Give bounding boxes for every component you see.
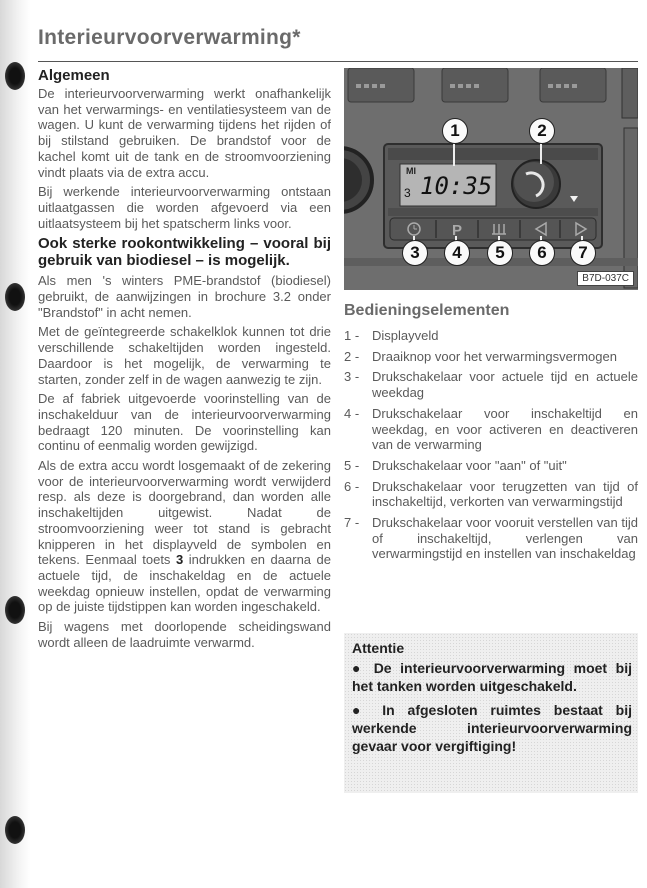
binding-hole: [5, 816, 25, 844]
p-icon: P: [452, 222, 463, 239]
page-title: Interieurvoorverwarming*: [38, 26, 301, 49]
section-heading-bedieningselementen: Bedieningselementen: [344, 302, 510, 319]
list-number: 4 -: [344, 405, 360, 421]
list-text: Drukschakelaar voor actuele tijd en actuele weekdag: [372, 369, 638, 401]
heater-control-figure: [344, 68, 638, 290]
list-text: Draaiknop voor het verwarmingsvermogen: [372, 348, 617, 364]
list-text: Drukschakelaar voor inschakeltijd en weekdag, en voor activeren en deactiveren van de verwarming: [372, 405, 638, 453]
callout-5: 5: [487, 240, 513, 266]
list-number: 5 -: [344, 457, 360, 473]
list-number: 2 -: [344, 348, 360, 364]
title-divider: [38, 61, 638, 62]
list-item: [344, 515, 638, 562]
list-number: 7 -: [344, 515, 360, 531]
paragraph: Bij wagens met doorlopende scheidingswand wordt alleen de laadruimte verwarmd.: [38, 619, 331, 650]
page-binding-shadow: [0, 0, 30, 888]
list-item: [344, 458, 638, 474]
list-item: [344, 369, 638, 400]
paragraph: Bij werkende interieurvoorverwarming ontstaan uitlaatgassen die worden afgevoerd via een uitlaatsysteem bij het spatscherm links voor.: [38, 184, 331, 231]
paragraph: Met de geïntegreerde schakelklok kunnen tot drie verschillende schakeltijden worden ingesteld. Daardoor is het mogelijk, de verwarming te starten, zonder zelf in de wagen aanwezig te zijn.: [38, 324, 331, 387]
binding-hole: [5, 62, 25, 90]
callout-1: 1: [442, 118, 468, 144]
paragraph: Als men 's winters PME-brandstof (biodiesel) gebruikt, de aanwijzingen in brochure 3.2 onder "Brandstof" in acht nemen.: [38, 273, 331, 320]
callout-7: 7: [570, 240, 596, 266]
list-number: 6 -: [344, 478, 360, 494]
callout-3: 3: [402, 240, 428, 266]
display-time: 10:35: [420, 172, 493, 200]
binding-hole: [5, 596, 25, 624]
list-text: Drukschakelaar voor "aan" of "uit": [372, 457, 567, 473]
heater-icon: [492, 224, 506, 234]
callout-2: 2: [529, 118, 555, 144]
left-column: [38, 66, 331, 655]
display-number: 3: [404, 186, 411, 200]
binding-hole: [5, 283, 25, 311]
list-item: [344, 328, 638, 344]
paragraph: De interieurvoorverwarming werkt onafhankelijk van het verwarmings- en ventilatiesysteem van de wagen. U kunt de verwarming tijdens het rijden of bij stilstand gebruiken. De brandstof voor de kachel komt uit de tank en de stroomvoorziening vindt plaats via de extra accu.: [38, 86, 331, 180]
callout-4: 4: [444, 240, 470, 266]
attention-bullet: ● In afgesloten ruimtes bestaat bij werkende interieurvoorverwarming gevaar voor vergiftiging!: [352, 702, 632, 754]
list-text: Displayveld: [372, 328, 439, 343]
list-text: Drukschakelaar voor terugzetten van tijd of inschakeltijd, verkorten van verwarmingstijd: [372, 478, 638, 510]
paragraph-text: indrukken en daarna de actuele tijd, de inschakeldag en de actuele weekdag opnieuw instellen, opdat de verwarming op de juiste tijdstippen kan worden ingeschakeld.: [38, 552, 331, 615]
list-item: [344, 349, 638, 365]
list-text: Drukschakelaar voor vooruit verstellen van tijd of inschakeltijd, verlengen van verwarmingstijd en instellen van inschakeldag: [372, 515, 638, 562]
attention-title: Attentie: [352, 640, 405, 656]
list-item: [344, 479, 638, 510]
paragraph: De af fabriek uitgevoerde voorinstelling van de inschakelduur van de interieurvoorverwarming bedraagt 120 minuten. De voorinstelling kan continu of eenmalig worden gewijzigd.: [38, 391, 331, 454]
key-reference: 3: [175, 552, 184, 568]
figure-code: B7D-037C: [577, 271, 634, 286]
list-item: [344, 406, 638, 453]
attention-bullet: ● De interieurvoorverwarming moet bij het tanken worden uitgeschakeld.: [352, 660, 632, 694]
list-number: 3 -: [344, 369, 360, 385]
display-weekday: MI: [406, 166, 416, 176]
list-number: 1 -: [344, 328, 360, 343]
right-column: [344, 300, 638, 567]
paragraph: [38, 458, 331, 615]
paragraph-text: Als de extra accu wordt losgemaakt of de zekering voor de interieurvoorverwarming wordt verwijderd resp. als deze is doorgebrand, dan worden alle inschakeltijden uitgewist. Nadat de stroomvoorziening weer tot stand is gebracht knipperen in het displayveld de symbolen en tekens. Eenmaal toets: [38, 458, 331, 568]
attention-box: [344, 633, 638, 793]
smoke-warning: Ook sterke rookontwikkeling – vooral bij gebruik van biodiesel – is mogelijk.: [38, 235, 331, 270]
callout-6: 6: [529, 240, 555, 266]
section-heading-algemeen: Algemeen: [38, 67, 110, 84]
